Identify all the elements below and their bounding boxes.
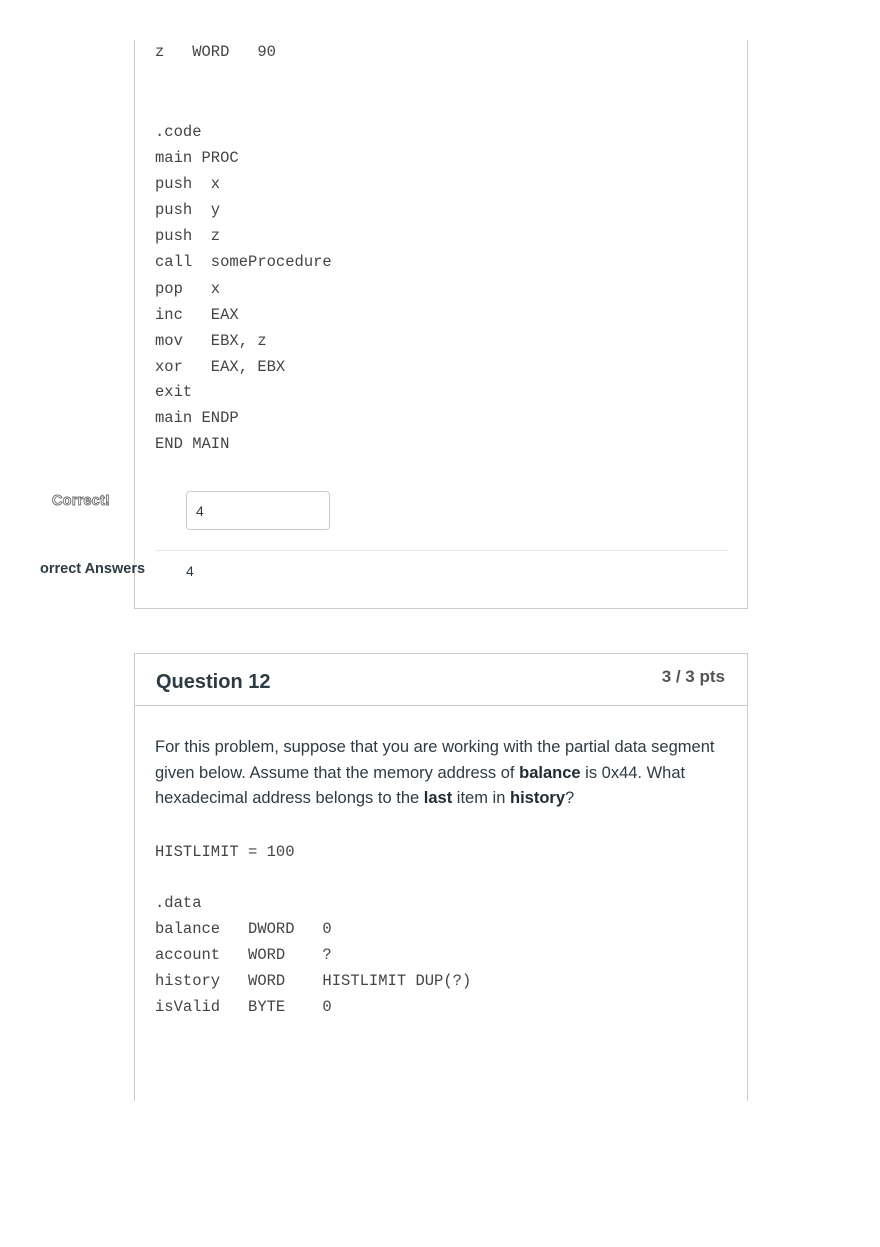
code-line-push-z: push z	[155, 227, 221, 245]
code-line-main-proc: main PROC	[155, 149, 239, 167]
code-line-inc-eax: inc EAX	[155, 306, 239, 324]
prompt-text-1: For this problem, suppose that you are working with the partial data segment given below. Assume that the memory address of	[155, 738, 715, 782]
prompt-bold-balance: balance	[519, 763, 581, 782]
code-line-balance: balance DWORD 0	[155, 920, 332, 938]
code-line-call: call someProcedure	[155, 253, 332, 271]
question-prompt	[155, 735, 735, 812]
code-line-account: account WORD ?	[155, 946, 332, 964]
code-line-z-word: z WORD 90	[155, 43, 276, 61]
code-line-histlimit: HISTLIMIT = 100	[155, 843, 295, 861]
correct-answers-label: orrect Answers	[40, 561, 146, 577]
code-line-main-endp: main ENDP	[155, 409, 239, 427]
code-line-history: history WORD HISTLIMIT DUP(?)	[155, 972, 472, 990]
code-line-xor: xor EAX, EBX	[155, 358, 286, 376]
prompt-text-3: item in	[452, 789, 510, 807]
code-line-code-directive: .code	[155, 123, 202, 141]
correct-status-label: Correct!	[52, 493, 110, 509]
code-line-isvalid: isValid BYTE 0	[155, 998, 332, 1016]
answer-input[interactable]: 4	[186, 491, 330, 530]
code-line-exit: exit	[155, 383, 193, 401]
prompt-bold-history: history	[509, 789, 565, 807]
code-line-push-x: push x	[155, 175, 221, 193]
correct-answer-value: 4	[186, 563, 194, 579]
code-line-pop-x: pop x	[155, 280, 221, 298]
prompt-bold-last: last	[423, 789, 453, 807]
prompt-text-2: is 0x44. What hexadecimal address belongs to the	[155, 763, 686, 807]
question-12-header	[135, 654, 747, 706]
answer-divider	[155, 550, 728, 551]
code-line-push-y: push y	[155, 201, 221, 219]
question-points: 3 / 3 pts	[661, 667, 725, 686]
question-12-card	[134, 653, 748, 1101]
question-title: Question 12	[156, 671, 271, 693]
code-line-data-directive: .data	[155, 894, 202, 912]
prompt-text-4: ?	[565, 789, 575, 807]
code-line-end-main: END MAIN	[155, 435, 230, 453]
code-line-mov-ebx: mov EBX, z	[155, 332, 267, 350]
